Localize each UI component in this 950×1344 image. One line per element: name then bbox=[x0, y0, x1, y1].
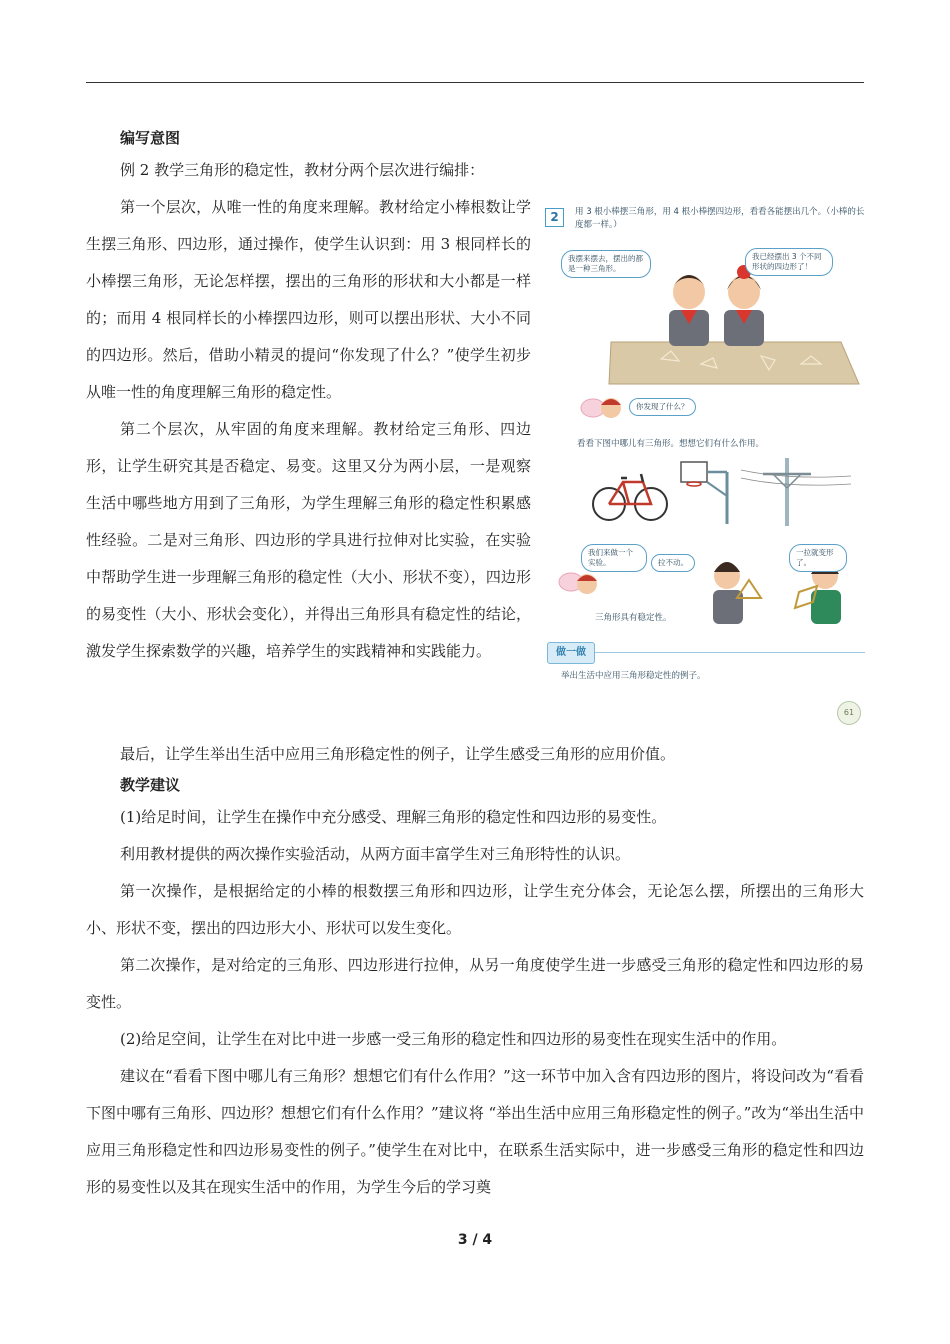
paragraph: 例 2 教学三角形的稳定性，教材分两个层次进行编排： bbox=[120, 161, 485, 179]
speech-bubble-experiment: 我们来做一个实验。 bbox=[581, 544, 647, 572]
objects-illustration bbox=[541, 456, 865, 532]
section-heading-intent: 编写意图 bbox=[120, 129, 181, 147]
section-intent bbox=[86, 128, 531, 670]
example-number: 2 bbox=[545, 208, 564, 227]
paragraph: 第二次操作，是对给定的三角形、四边形进行拉伸，从另一角度使学生进一步感受三角形的稳定性和四边形的易变性。 bbox=[86, 956, 864, 1011]
conclusion-text: 三角形具有稳定性。 bbox=[595, 613, 672, 623]
utility-pole-icon bbox=[741, 458, 851, 526]
paragraph: 建议在“看看下图中哪儿有三角形？想想它们有什么作用？”这一环节中加入含有四边形的图片，将设问改为“看看下图中哪有三角形、四边形？想想它们有什么作用？”建议将 “举出生活中应用三角形稳定性的例子。”改为“举出生活中应用三角形稳定性和四边形易变性的例子。”使学生在对比中，在联系生活实际中，进一步感受三角形的稳定性和四边形的易变性以及其在现实生活中的作用，为学生今后的学习奠 bbox=[86, 1067, 864, 1196]
paragraph: 第一次操作，是根据给定的小棒的根数摆三角形和四边形，让学生充分体会，无论怎么摆，所摆出的三角形大小、形状不变，摆出的四边形大小、形状可以发生变化。 bbox=[86, 882, 864, 937]
header-rule bbox=[86, 82, 864, 83]
sprite-illustration bbox=[579, 392, 635, 428]
speech-bubble-change: 一拉就变形了。 bbox=[789, 544, 847, 572]
page-number: 3 / 4 bbox=[457, 1232, 493, 1248]
speech-bubble-pull: 拉不动。 bbox=[651, 554, 695, 572]
speech-bubble-sprite: 你发现了什么？ bbox=[629, 398, 696, 416]
paragraph: (1)给足时间，让学生在操作中充分感受、理解三角形的稳定性和四边形的易变性。 bbox=[120, 808, 667, 826]
section-continued bbox=[86, 736, 864, 1206]
section-heading-suggestion: 教学建议 bbox=[120, 776, 181, 794]
textbook-page-number: 61 bbox=[837, 701, 861, 725]
practice-divider bbox=[595, 652, 865, 653]
speech-bubble-boy: 我摆来摆去，摆出的都是一种三角形。 bbox=[561, 250, 651, 278]
example-instruction: 用 3 根小棒摆三角形，用 4 根小棒摆四边形，看看各能摆出几个。（小棒的长度都一样。） bbox=[575, 207, 865, 230]
speech-bubble-girl: 我已经摆出 3 个不同形状的四边形了！ bbox=[745, 248, 833, 276]
bicycle-icon bbox=[593, 474, 667, 520]
practice-badge: 做一做 bbox=[547, 642, 595, 664]
paragraph: 第二个层次，从牢固的角度来理解。教材给定三角形、四边形，让学生研究其是否稳定、易变。这里又分为两小层，一是观察生活中哪些地方用到了三角形，为学生理解三角形的稳定性积累感性经验。二是对三角形、四边形的学具进行拉伸对比实验，在实验中帮助学生进一步理解三角形的稳定性（大小、形状不变），四边形的易变性（大小、形状会变化），并得出三角形具有稳定性的结论，激发学生探索数学的兴趣，培养学生的实践精神和实践能力。 bbox=[86, 420, 531, 660]
paragraph: 第一个层次，从唯一性的角度来理解。教材给定小棒根数让学生摆三角形、四边形，通过操作，使学生认识到：用 3 根同样长的小棒摆三角形，无论怎样摆，摆出的三角形的形状和大小都是一样的；而用 4 根同样长的小棒摆四边形，则可以摆出形状、大小不同的四边形。然后，借助小精灵的提问“你发现了什么？”使学生初步从唯一性的角度理解三角形的稳定性。 bbox=[86, 198, 531, 401]
practice-text: 举出生活中应用三角形稳定性的例子。 bbox=[561, 671, 706, 681]
paragraph: (2)给足空间，让学生在对比中进一步感一受三角形的稳定性和四边形的易变性在现实生活中的作用。 bbox=[120, 1030, 787, 1048]
paragraph: 利用教材提供的两次操作实验活动，从两方面丰富学生对三角形特性的认识。 bbox=[120, 845, 631, 863]
basketball-hoop-icon bbox=[681, 462, 727, 524]
look-prompt: 看看下图中哪儿有三角形。想想它们有什么作用。 bbox=[577, 439, 765, 449]
textbook-figure bbox=[541, 198, 865, 728]
paragraph-final: 最后，让学生举出生活中应用三角形稳定性的例子，让学生感受三角形的应用价值。 bbox=[120, 745, 676, 763]
